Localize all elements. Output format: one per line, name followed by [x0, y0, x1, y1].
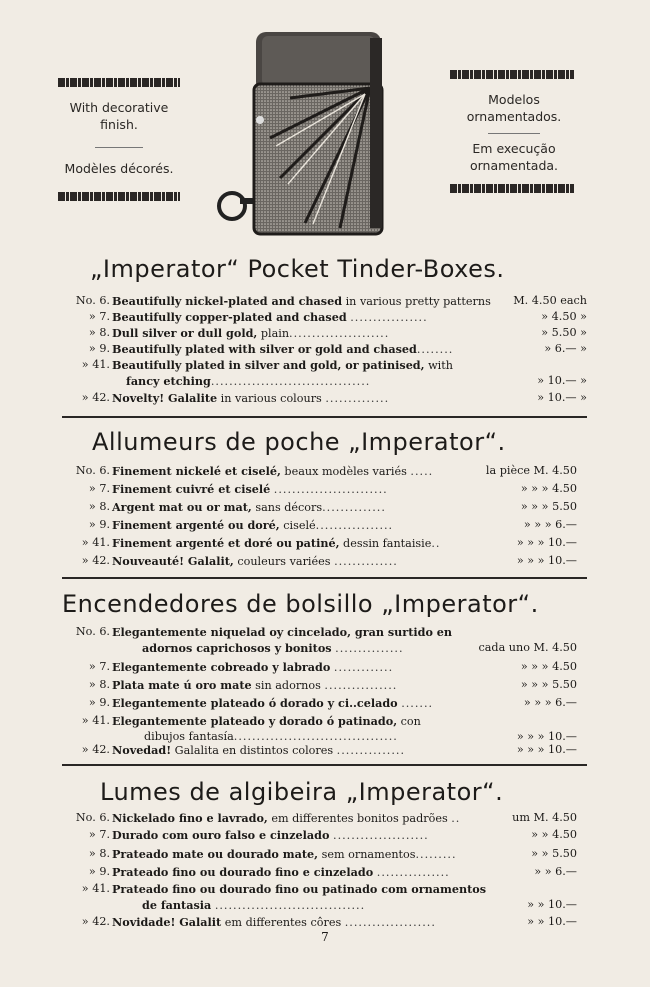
- item-title: Novedad!: [112, 743, 172, 757]
- item-price: la pièce M. 4.50: [485, 464, 577, 477]
- item-price: M. 4.50 each: [513, 294, 587, 307]
- item-title: Finement argenté ou doré,: [112, 518, 280, 532]
- item-price: » » » 10.—: [516, 536, 577, 549]
- item-title: Prateado mate ou dourado mate,: [112, 847, 319, 861]
- item-title: Argent mat ou or mat,: [112, 500, 252, 514]
- item-price: » » 4.50: [531, 828, 577, 841]
- item-title: Beautifully nickel-plated and chased: [112, 294, 343, 308]
- item-number: » 8.: [88, 326, 110, 339]
- item-number: » 9.: [88, 518, 110, 531]
- item-number: » 8.: [88, 847, 110, 860]
- item-detail: with: [424, 359, 453, 372]
- item-number: » 9.: [88, 342, 110, 355]
- item-title: Novelty! Galalite: [112, 391, 218, 405]
- item-number: » 42.: [81, 915, 110, 928]
- item-detail: sin adornos: [251, 679, 321, 692]
- item-price: » 6.— »: [544, 342, 587, 355]
- item-detail: ciselé: [279, 519, 316, 532]
- item-title: Prateado fino ou dourado fino ou patinado com ornamentos: [112, 882, 487, 896]
- item-price: » » » 5.50: [520, 678, 577, 691]
- item-price: » 5.50 »: [541, 326, 587, 339]
- item-price: » » » 4.50: [520, 482, 577, 495]
- item-number: » 41.: [81, 714, 110, 727]
- item-detail: in various pretty patterns: [342, 295, 491, 308]
- item-detail: Galalita en distintos colores: [171, 744, 334, 757]
- item-title: Elegantemente cobreado y labrado: [112, 660, 331, 674]
- item-number: No. 6.: [75, 464, 110, 477]
- section-divider: [62, 764, 587, 766]
- item-price: » » 6.—: [534, 865, 577, 878]
- item-number: » 7.: [88, 310, 110, 323]
- legend-divider-right: [488, 133, 540, 134]
- item-title: Dull silver or dull gold,: [112, 326, 258, 340]
- section-divider: [62, 416, 587, 418]
- section-title-french: Allumeurs de poche „Imperator“.: [92, 428, 506, 456]
- item-price: » » 10.—: [527, 915, 577, 928]
- legend-portuguese: Em execução ornamentada.: [469, 141, 559, 173]
- item-title: Prateado fino ou dourado fino e cinzelado: [112, 865, 374, 879]
- item-number: No. 6.: [75, 811, 110, 824]
- item-title: Elegantemente plateado y dorado ó patinado,: [112, 714, 398, 728]
- item-price: » 10.— »: [537, 391, 587, 404]
- section-title-spanish: Encendedores de bolsillo „Imperator“.: [62, 590, 539, 618]
- item-title: Plata mate ú oro mate: [112, 678, 252, 692]
- item-title: Novidade! Galalit: [112, 915, 222, 929]
- item-title: Elegantemente plateado ó dorado y ci..celado: [112, 696, 398, 710]
- item-title: Beautifully copper-plated and chased: [112, 310, 347, 324]
- section-title-english: „Imperator“ Pocket Tinder-Boxes.: [90, 255, 505, 283]
- item-title: Nickelado fino e lavrado,: [112, 811, 268, 825]
- legend-spanish: Modelos ornamentados.: [466, 92, 562, 124]
- decorative-border-bottom-left: [58, 192, 180, 201]
- item-title: Nouveauté! Galalit,: [112, 554, 234, 568]
- item-number: No. 6.: [75, 625, 110, 638]
- item-detail-continued: dibujos fantasía: [144, 730, 234, 743]
- legend-english: With decorative finish.: [69, 100, 169, 132]
- item-price: » » 5.50: [531, 847, 577, 860]
- item-number: » 41.: [81, 536, 110, 549]
- item-detail: plain: [257, 327, 290, 340]
- item-number: » 9.: [88, 696, 110, 709]
- item-detail: sans décors: [251, 501, 323, 514]
- section-title-portuguese: Lumes de algibeira „Imperator“.: [100, 778, 504, 806]
- item-number: » 8.: [88, 678, 110, 691]
- decorative-border-top-left: [58, 78, 180, 87]
- item-number: » 42.: [81, 554, 110, 567]
- item-title: Finement cuivré et ciselé: [112, 482, 271, 496]
- item-number: » 7.: [88, 482, 110, 495]
- decorative-border-bottom-right: [450, 184, 574, 193]
- lighter-illustration: [210, 28, 385, 238]
- item-number: » 42.: [81, 743, 110, 756]
- item-detail: em differentes côres: [221, 916, 342, 929]
- item-detail: couleurs variées: [233, 555, 331, 568]
- item-price: cada uno M. 4.50: [478, 641, 577, 654]
- item-price: » » » 10.—: [516, 743, 577, 756]
- item-price: » » » 10.—: [516, 730, 577, 743]
- item-number: » 7.: [88, 660, 110, 673]
- item-price: » » » 4.50: [520, 660, 577, 673]
- item-price: » » 10.—: [527, 898, 577, 911]
- item-detail: em differentes bonitos padrões: [267, 812, 448, 825]
- item-title-continued: adornos caprichosos y bonitos: [142, 641, 332, 655]
- item-price: » » » 6.—: [523, 696, 577, 709]
- item-title: Durado com ouro falso e cinzelado: [112, 828, 330, 842]
- item-title: Finement argenté et doré ou patiné,: [112, 536, 340, 550]
- item-title: Beautifully plated with silver or gold and chased: [112, 342, 417, 356]
- legend-french: Modèles décorés.: [64, 161, 174, 176]
- item-price: » 10.— »: [537, 374, 587, 387]
- item-detail: in various colours: [217, 392, 322, 405]
- page-number: 7: [321, 930, 329, 944]
- item-number: » 42.: [81, 391, 110, 404]
- item-price: um M. 4.50: [512, 811, 577, 824]
- item-number: » 9.: [88, 865, 110, 878]
- item-number: » 7.: [88, 828, 110, 841]
- item-title-continued: fancy etching: [126, 374, 211, 388]
- item-detail: sem ornamentos: [318, 848, 416, 861]
- item-title: Elegantemente niquelad oy cincelado, gran surtido en: [112, 625, 453, 639]
- item-price: » 4.50 »: [541, 310, 587, 323]
- item-title: Finement nickelé et ciselé,: [112, 464, 281, 478]
- item-number: » 41.: [81, 358, 110, 371]
- item-number: » 8.: [88, 500, 110, 513]
- item-detail: dessin fantaisie: [339, 537, 432, 550]
- item-title-continued: de fantasia: [142, 898, 212, 912]
- item-price: » » » 10.—: [516, 554, 577, 567]
- item-detail: beaux modèles variés: [280, 465, 407, 478]
- item-number: » 41.: [81, 882, 110, 895]
- legend-divider-left: [95, 147, 143, 148]
- decorative-border-top-right: [450, 70, 574, 79]
- section-divider: [62, 577, 587, 579]
- item-title: Beautifully plated in silver and gold, or patinised,: [112, 358, 425, 372]
- item-detail: con: [397, 715, 421, 728]
- item-price: » » » 6.—: [523, 518, 577, 531]
- item-number: No. 6.: [75, 294, 110, 307]
- item-price: » » » 5.50: [520, 500, 577, 513]
